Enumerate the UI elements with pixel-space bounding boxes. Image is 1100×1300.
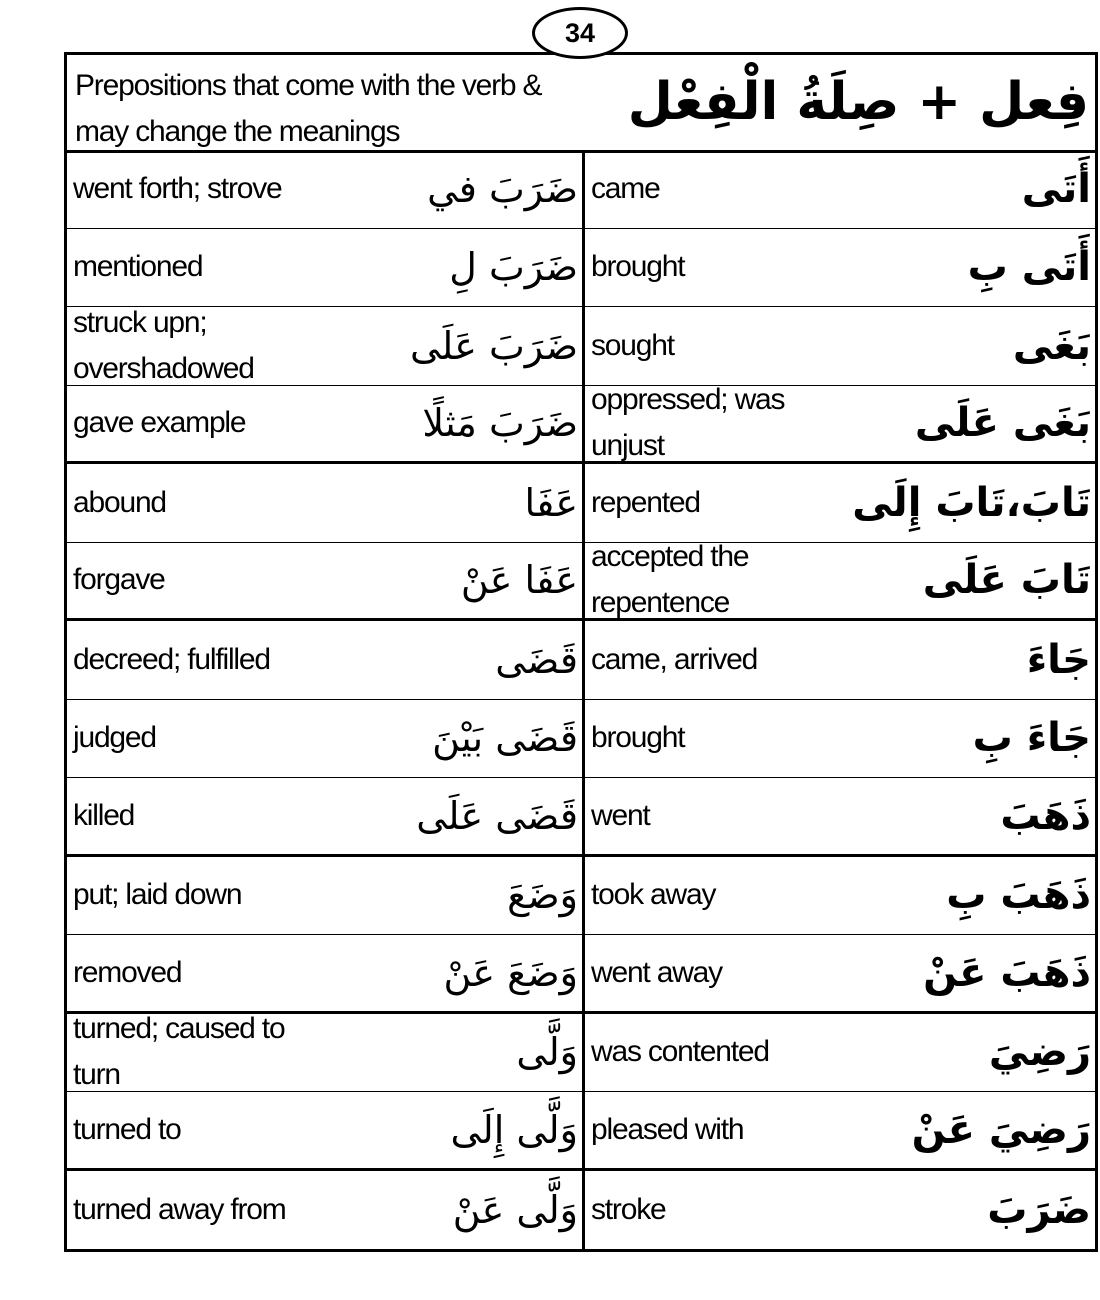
vocab-cell-right — [585, 1092, 1095, 1171]
english-meaning: took away — [591, 878, 716, 912]
arabic-verb: تَابَ عَلَى — [922, 557, 1091, 604]
english-meaning: put; laid down — [73, 878, 242, 912]
header-english-line-2: may change the meanings — [75, 115, 400, 148]
english-meaning: came — [591, 171, 660, 205]
vocab-cell-right — [585, 778, 1095, 857]
vocab-cell-left — [67, 1014, 585, 1093]
vocab-cell-left — [67, 857, 585, 936]
header-english-line-1: Prepositions that come with the verb & — [75, 69, 542, 102]
arabic-verb: أَتَى — [1021, 165, 1091, 212]
vocab-cell-left — [67, 1092, 585, 1171]
vocab-cell-left — [67, 700, 585, 779]
vocab-cell-left — [67, 150, 585, 229]
arabic-verb: جَاءَ — [1026, 636, 1091, 683]
arabic-verb: بَغَى — [1012, 322, 1091, 369]
vocab-cell-left — [67, 464, 585, 543]
vocab-cell-right — [585, 857, 1095, 936]
arabic-verb: ضَرَبَ مَثلًا — [422, 401, 578, 446]
vocab-cell-left — [67, 543, 585, 622]
arabic-verb: ضَرَبَ عَلَى — [409, 323, 578, 368]
english-meaning: mentioned — [73, 250, 203, 284]
vocab-cell-right — [585, 1171, 1095, 1250]
english-meaning: went away — [591, 955, 722, 989]
english-meaning: brought — [591, 721, 685, 755]
english-meaning: removed — [73, 955, 182, 989]
arabic-verb: ذَهَبَ — [1000, 792, 1091, 839]
sheet-header — [67, 55, 1095, 153]
vocab-cell-left — [67, 386, 585, 465]
vocab-cell-left — [67, 1171, 585, 1250]
arabic-verb: قَضَى بَيْنَ — [432, 716, 578, 761]
english-meaning: abound — [73, 485, 166, 519]
vocab-cell-right — [585, 386, 1095, 465]
english-meaning: decreed; fulfilled — [73, 642, 270, 676]
vocab-cell-right — [585, 464, 1095, 543]
english-meaning: turned to — [73, 1112, 181, 1146]
arabic-verb: وَلَّى عَنْ — [452, 1187, 578, 1232]
vocab-cell-right — [585, 1014, 1095, 1093]
arabic-verb: عَفَا عَنْ — [460, 558, 578, 603]
vocab-cell-left — [67, 621, 585, 700]
arabic-verb: ضَرَبَ — [987, 1186, 1091, 1233]
vocabulary-grid — [67, 150, 1095, 1249]
header-arabic-title: فِعل + صِلَةُ الْفِعْل — [627, 72, 1089, 132]
vocab-cell-right — [585, 700, 1095, 779]
arabic-verb: رَضِيَ — [988, 1029, 1091, 1076]
vocab-cell-left — [67, 935, 585, 1014]
vocab-cell-right — [585, 543, 1095, 622]
arabic-verb: رَضِيَ عَنْ — [911, 1106, 1091, 1153]
vocabulary-sheet — [64, 52, 1098, 1252]
english-meaning: pleased with — [591, 1112, 744, 1146]
arabic-verb: تَابَ،تَابَ إِلَى — [852, 479, 1091, 526]
vocab-cell-right — [585, 935, 1095, 1014]
english-meaning: turned away from — [73, 1192, 286, 1226]
arabic-verb: بَغَى عَلَى — [914, 400, 1091, 447]
english-meaning: sought — [591, 328, 674, 362]
english-meaning: judged — [73, 721, 156, 755]
arabic-verb: أَتَى بِ — [967, 244, 1091, 291]
english-meaning: oppressed; was unjust — [591, 385, 785, 463]
english-meaning: turned; caused to turn — [73, 1013, 285, 1092]
arabic-verb: قَضَى عَلَى — [416, 793, 578, 838]
vocab-cell-right — [585, 150, 1095, 229]
vocab-cell-left — [67, 307, 585, 386]
vocab-cell-right — [585, 307, 1095, 386]
vocab-cell-right — [585, 229, 1095, 308]
english-meaning: came, arrived — [591, 642, 758, 676]
page-number: 34 — [564, 17, 596, 48]
english-meaning: brought — [591, 250, 685, 284]
english-meaning: was contented — [591, 1035, 769, 1069]
english-meaning: went — [591, 798, 650, 832]
arabic-verb: عَفَا — [524, 480, 578, 525]
english-meaning: struck upn; overshadowed — [73, 307, 254, 385]
english-meaning: stroke — [591, 1192, 666, 1226]
english-meaning: forgave — [73, 563, 165, 597]
arabic-verb: قَضَى — [495, 637, 578, 682]
arabic-verb: ضَرَبَ لِ — [449, 245, 578, 290]
vocab-cell-left — [67, 778, 585, 857]
arabic-verb: ضَرَبَ في — [427, 166, 578, 211]
arabic-verb: ذَهَبَ عَنْ — [923, 949, 1091, 996]
arabic-verb: ذَهَبَ بِ — [946, 872, 1091, 919]
english-meaning: gave example — [73, 406, 246, 440]
arabic-verb: وَضَعَ عَنْ — [443, 950, 578, 995]
english-meaning: accepted the repentence — [591, 542, 749, 620]
vocab-cell-left — [67, 229, 585, 308]
english-meaning: repented — [591, 485, 700, 519]
page-number-badge — [532, 7, 628, 59]
vocab-cell-right — [585, 621, 1095, 700]
arabic-verb: وَضَعَ — [507, 873, 578, 918]
english-meaning: went forth; strove — [73, 171, 282, 205]
arabic-verb: وَلَّى إِلَى — [450, 1107, 578, 1152]
english-meaning: killed — [73, 798, 135, 832]
header-english-title — [75, 63, 615, 155]
arabic-verb: جَاءَ بِ — [972, 715, 1091, 762]
arabic-verb: وَلَّى — [516, 1030, 578, 1075]
